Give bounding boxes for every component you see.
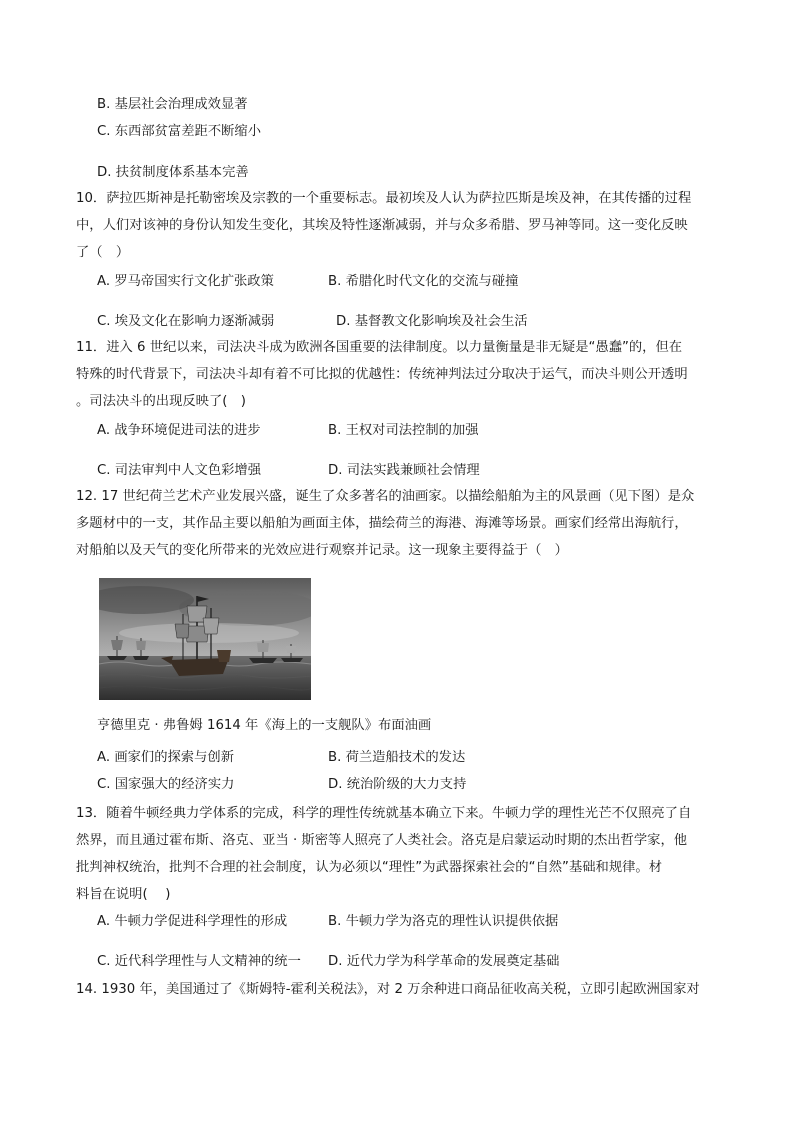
q11-stem-line-3: 。司法决斗的出现反映了( )	[76, 394, 246, 409]
q12-stem-line-3: 对船舶以及天气的变化所带来的光效应进行观察并记录。这一现象主要得益于（ ）	[76, 543, 568, 558]
q11-option-c: C. 司法审判中人文色彩增强	[97, 463, 262, 478]
q13-option-a: A. 牛顿力学促进科学理性的形成	[97, 914, 288, 929]
q11-option-d: D. 司法实践兼顾社会情理	[328, 463, 480, 478]
q10-option-c: C. 埃及文化在影响力逐渐减弱	[97, 314, 275, 329]
q10-stem-line-2: 中，人们对该神的身份认知发生变化，其埃及特性逐渐减弱，并与众多希腊、罗马神等同。这一变化反映	[76, 218, 688, 233]
q14-stem-line-1: 14. 1930 年，美国通过了《斯姆特-霍利关税法》，对 2 万余种进口商品征收高关税，立即引起欧洲国家对	[76, 982, 700, 997]
q13-stem-line-3: 批判神权统治，批判不合理的社会制度，认为必须以“理性”为武器探索社会的“自然”基础和规律。材	[76, 860, 663, 875]
ship-painting-image	[99, 578, 311, 700]
q13-stem-line-1: 13．随着牛顿经典力学体系的完成，科学的理性传统就基本确立下来。牛顿力学的理性光芒不仅照亮了自	[76, 806, 692, 821]
q11-stem-line-1: 11．进入 6 世纪以来，司法决斗成为欧洲各国重要的法律制度。以力量衡量是非无疑是“愚蠢”的，但在	[76, 340, 683, 355]
q12-option-b: B. 荷兰造船技术的发达	[328, 750, 466, 765]
q10-option-a: A. 罗马帝国实行文化扩张政策	[97, 274, 274, 289]
q10-option-d: D. 基督教文化影响埃及社会生活	[336, 314, 528, 329]
q13-stem-line-4: 料旨在说明( )	[76, 887, 171, 902]
q11-stem-line-2: 特殊的时代背景下，司法决斗却有着不可比拟的优越性：传统神判法过分取决于运气，而决斗则公开透明	[76, 367, 688, 382]
q11-option-b: B. 王权对司法控制的加强	[328, 423, 479, 438]
q9-option-d: D. 扶贫制度体系基本完善	[97, 165, 249, 180]
q13-option-d: D. 近代力学为科学革命的发展奠定基础	[328, 954, 560, 969]
q12-option-d: D. 统治阶级的大力支持	[328, 777, 467, 792]
q9-option-c: C. 东西部贫富差距不断缩小	[97, 124, 262, 139]
q13-option-b: B. 牛顿力学为洛克的理性认识提供依据	[328, 914, 559, 929]
q10-option-b: B. 希腊化时代文化的交流与碰撞	[328, 274, 519, 289]
q12-option-c: C. 国家强大的经济实力	[97, 777, 235, 792]
q9-option-b: B. 基层社会治理成效显著	[97, 97, 248, 112]
q12-option-a: A. 画家们的探索与创新	[97, 750, 234, 765]
q13-option-c: C. 近代科学理性与人文精神的统一	[97, 954, 301, 969]
q10-stem-line-1: 10．萨拉匹斯神是托勒密埃及宗教的一个重要标志。最初埃及人认为萨拉匹斯是埃及神，在其传播的过程	[76, 191, 692, 206]
q11-option-a: A. 战争环境促进司法的进步	[97, 423, 261, 438]
q12-stem-line-1: 12. 17 世纪荷兰艺术产业发展兴盛，诞生了众多著名的油画家。以描绘船舶为主的风景画（见下图）是众	[76, 489, 695, 504]
q13-stem-line-2: 然界，而且通过霍布斯、洛克、亚当 · 斯密等人照亮了人类社会。洛克是启蒙运动时期的杰出哲学家，他	[76, 833, 688, 848]
painting-caption: 亨德里克 · 弗鲁姆 1614 年《海上的一支舰队》布面油画	[97, 718, 432, 733]
q12-stem-line-2: 多题材中的一支，其作品主要以船舶为画面主体，描绘荷兰的海港、海滩等场景。画家们经常出海航行，	[76, 516, 688, 531]
q10-stem-line-3: 了（ ）	[76, 245, 130, 260]
